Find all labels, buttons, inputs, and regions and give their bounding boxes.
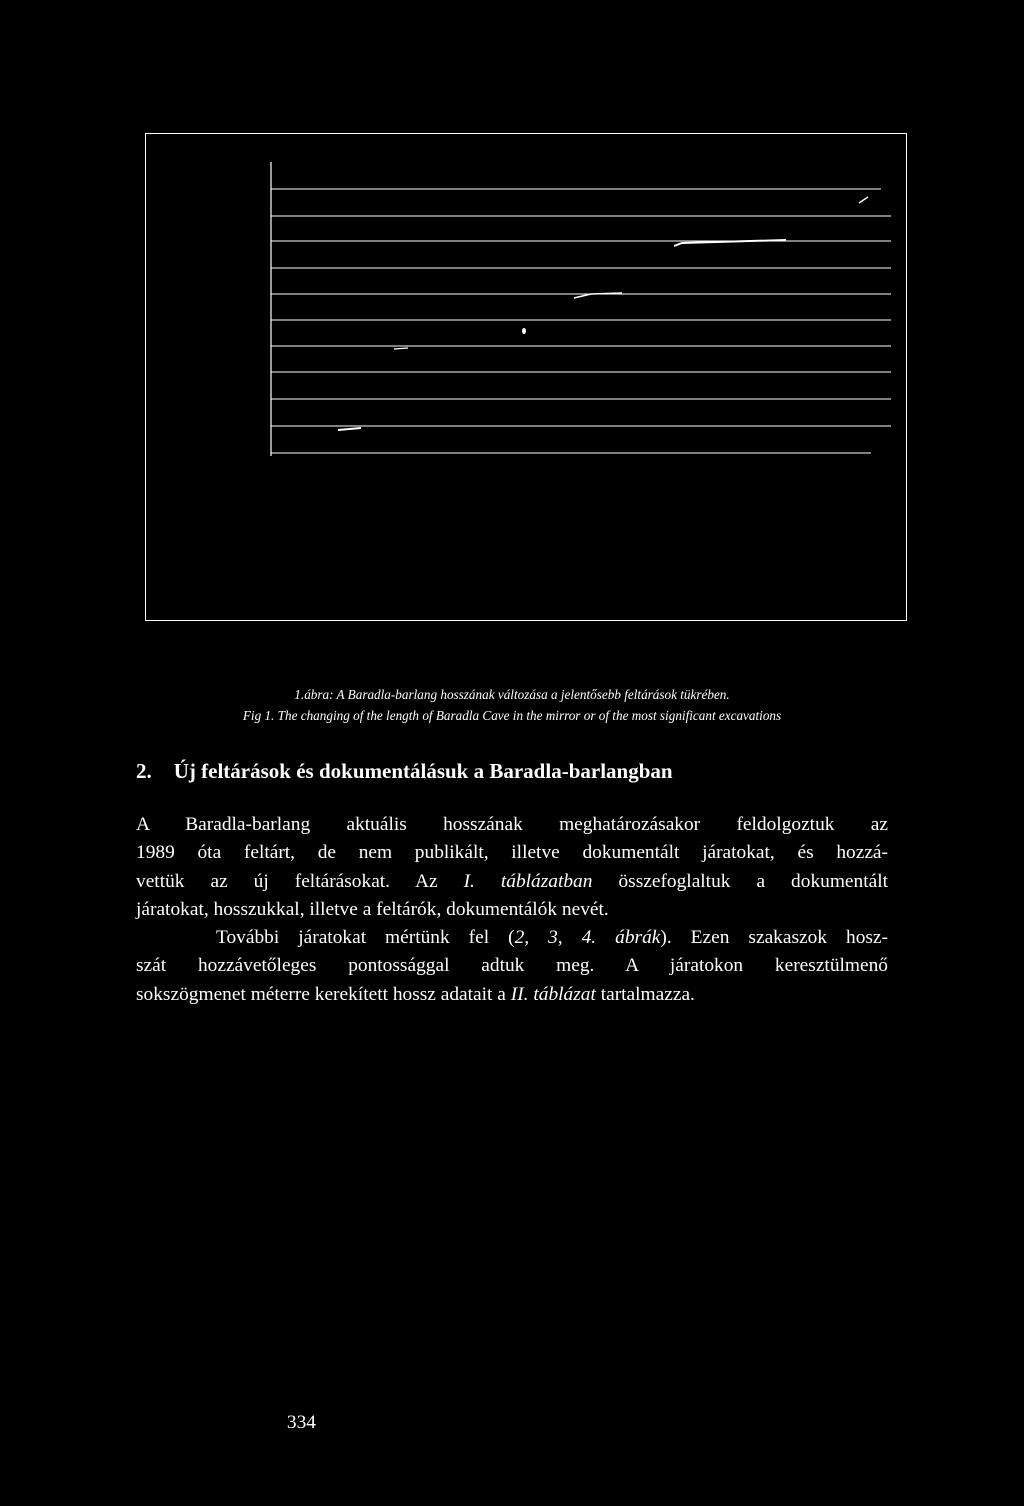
text-line	[136, 924, 888, 952]
figure-mark	[338, 428, 361, 430]
figure-mark	[522, 328, 526, 334]
section-title: Új feltárások és dokumentálásuk a Baradla-barlangban	[173, 759, 673, 783]
text-line: járatokat, hosszukkal, illetve a feltárók, dokumentálók nevét.	[136, 898, 609, 920]
figure-caption-english: Fig 1. The changing of the length of Baradla Cave in the mirror or of the most significant excavations	[242, 708, 782, 723]
body-text	[136, 811, 888, 1009]
page-number: 334	[286, 1412, 316, 1433]
text-line: 1989 óta feltárt, de nem publikált, illetve dokumentált járatokat, és hozzá-	[136, 842, 888, 864]
figure-reference: 2, 3, 4. ábrák	[514, 927, 661, 949]
text-run: vettük az új feltárásokat. Az	[136, 870, 438, 892]
section-heading	[136, 756, 673, 786]
figure-mark	[394, 348, 408, 349]
section-number: 2.	[136, 759, 152, 783]
text-line	[136, 981, 888, 1009]
paragraph-2	[136, 924, 888, 1009]
text-run: sokszögmenet méterre kerekített hossz adatait a	[136, 983, 506, 1005]
figure-caption-hungarian: 1.ábra: A Baradla-barlang hosszának változása a jelentősebb feltárások tükrében.	[294, 687, 730, 702]
text-run: tartalmazza.	[600, 983, 695, 1005]
text-run: További járatokat mértünk fel (	[216, 927, 515, 949]
figure-mark	[859, 197, 868, 203]
figure-frame	[145, 133, 907, 621]
table-reference: I. táblázatban	[463, 870, 593, 892]
text-run: ). Ezen szakaszok hosz-	[660, 927, 888, 949]
text-run: összefoglaltuk a dokumentált	[618, 870, 888, 892]
text-line	[136, 868, 888, 896]
paragraph-1	[136, 811, 888, 924]
figure-chart	[146, 134, 906, 620]
table-reference: II. táblázat	[510, 983, 596, 1005]
text-line: szát hozzávetőleges pontossággal adtuk meg. A járatokon keresztülmenő	[136, 955, 888, 977]
text-line: A Baradla-barlang aktuális hosszának meghatározásakor feldolgoztuk az	[136, 814, 888, 835]
